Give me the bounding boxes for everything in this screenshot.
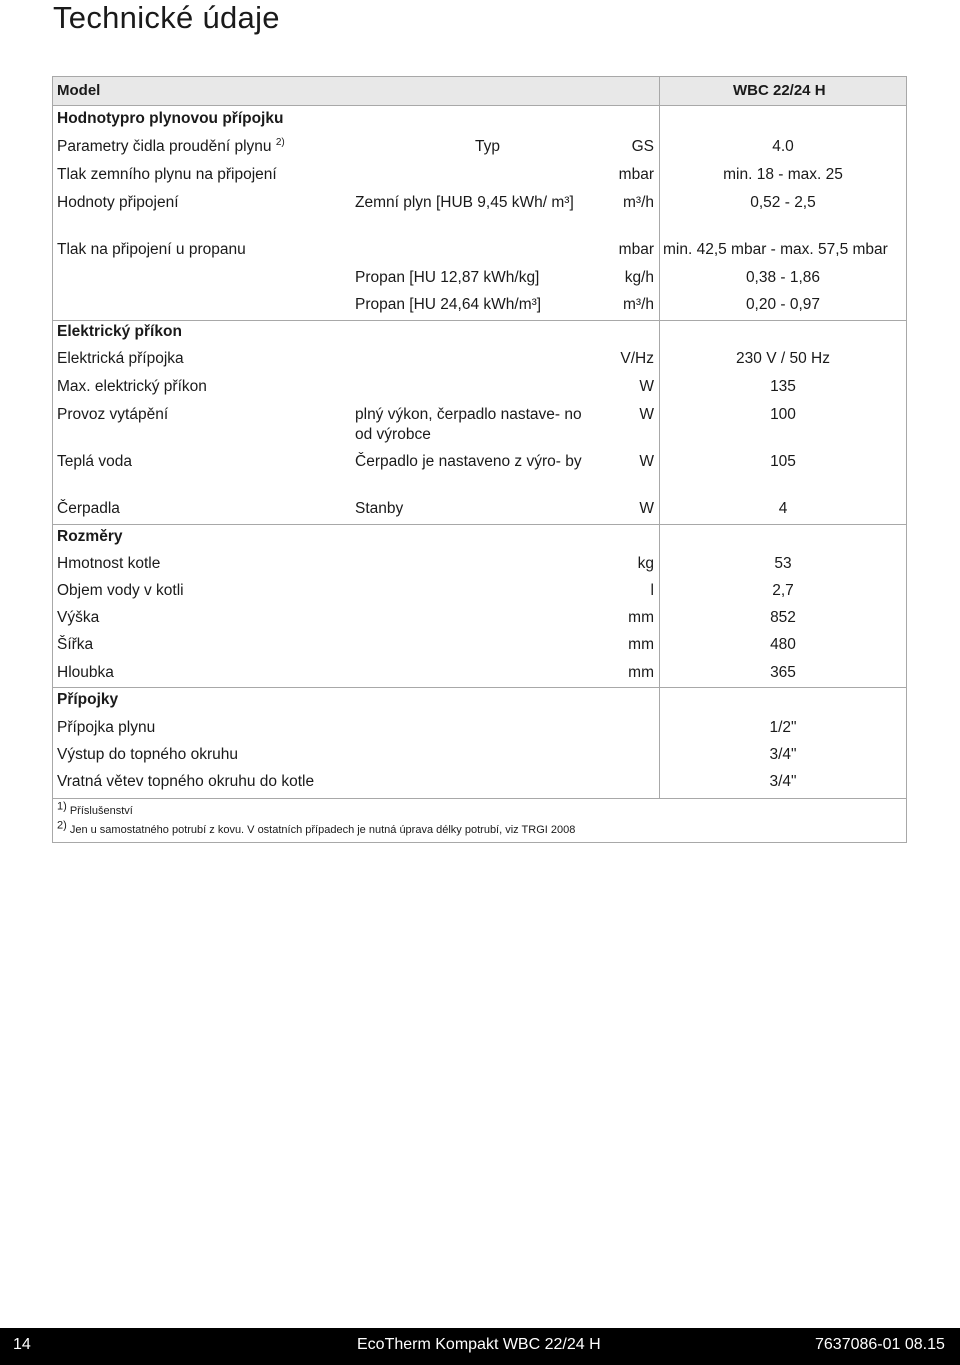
section-dimensions: Rozměry xyxy=(57,528,123,545)
footnote-number: 2) xyxy=(57,819,67,832)
footnote-2 xyxy=(57,819,576,837)
table-row-value: 230 V / 50 Hz xyxy=(736,350,830,367)
table-row-col2: plný výkon, čerpadlo nastave- no od výrobce xyxy=(355,406,582,443)
table-header xyxy=(53,77,906,106)
table-row-label xyxy=(57,137,285,157)
table-row-value: 100 xyxy=(770,406,796,423)
table-row-value: 4.0 xyxy=(772,138,794,155)
table-row-value: min. 42,5 mbar - max. 57,5 mbar xyxy=(663,241,888,258)
header-divider xyxy=(659,77,660,105)
table-row-label: Provoz vytápění xyxy=(57,406,169,423)
table-row-value: 3/4" xyxy=(769,773,797,790)
table-row-label: Čerpadla xyxy=(57,500,120,517)
footnote-ref: 2) xyxy=(275,136,285,148)
table-row-unit: W xyxy=(639,500,654,517)
table-row-label: Hmotnost kotle xyxy=(57,555,161,572)
header-model-value: WBC 22/24 H xyxy=(733,82,826,99)
table-row-label: Hodnoty připojení xyxy=(57,194,179,211)
row-divider xyxy=(53,524,906,525)
table-row-value: 0,38 - 1,86 xyxy=(745,269,821,286)
row-label-text: Parametry čidla proudění plynu xyxy=(57,138,272,155)
table-row-value: 53 xyxy=(774,555,792,572)
table-row-value: 135 xyxy=(770,378,796,395)
table-row-value: 0,20 - 0,97 xyxy=(745,296,821,313)
section-connections: Přípojky xyxy=(57,691,119,708)
header-model-label: Model xyxy=(57,82,101,99)
table-row-label: Objem vody v kotli xyxy=(57,582,184,599)
table-row-label: Vratná větev topného okruhu do kotle xyxy=(57,773,315,790)
table-row-unit: W xyxy=(639,378,654,395)
section-electric: Elektrický příkon xyxy=(57,323,182,340)
table-row-unit: GS xyxy=(631,138,654,155)
page-title: Technické údaje xyxy=(53,0,280,35)
table-row-col2: Propan [HU 12,87 kWh/kg] xyxy=(355,269,540,286)
row-divider xyxy=(53,320,906,321)
table-row-value: 365 xyxy=(770,664,796,681)
table-row-unit: W xyxy=(639,406,654,423)
table-row-value: 480 xyxy=(770,636,796,653)
table-row-col2: Zemní plyn [HUB 9,45 kWh/ m³] xyxy=(355,194,574,211)
table-row-label: Výstup do topného okruhu xyxy=(57,746,238,763)
row-divider xyxy=(53,687,906,688)
table-row-label: Tlak na připojení u propanu xyxy=(57,241,246,258)
table-row-label: Šířka xyxy=(57,636,94,653)
table-row-value: 1/2" xyxy=(769,719,797,736)
section-gas: Hodnotypro plynovou přípojku xyxy=(57,110,284,127)
table-row-label: Tlak zemního plynu na připojení xyxy=(57,166,277,183)
table-row-unit: mbar xyxy=(618,241,654,258)
table-row-value: 0,52 - 2,5 xyxy=(750,194,816,211)
table-row-label: Max. elektrický příkon xyxy=(57,378,207,395)
table-row-unit: mm xyxy=(628,636,654,653)
table-row-unit: mbar xyxy=(618,166,654,183)
page-number: 14 xyxy=(13,1336,31,1353)
footer-product-name: EcoTherm Kompakt WBC 22/24 H xyxy=(357,1336,601,1353)
table-row-value: 2,7 xyxy=(772,582,794,599)
table-row-label: Elektrická přípojka xyxy=(57,350,184,367)
table-row-label: Přípojka plynu xyxy=(57,719,156,736)
table-row-label: Teplá voda xyxy=(57,453,132,470)
table-row-unit: m³/h xyxy=(623,296,654,313)
table-row-value: 4 xyxy=(778,500,788,517)
table-row-value: min. 18 - max. 25 xyxy=(723,166,843,183)
table-row-col2: Stanby xyxy=(355,500,404,517)
footnote-number: 1) xyxy=(57,800,67,813)
table-row-unit: l xyxy=(650,582,654,599)
table-row-col2: Typ xyxy=(475,138,500,155)
page-footer xyxy=(0,1328,960,1365)
table-row-value: 105 xyxy=(770,453,796,470)
table-row-unit: W xyxy=(639,453,654,470)
footnote-text: Příslušenství xyxy=(69,805,133,817)
value-column-divider xyxy=(659,105,660,798)
table-row-unit: mm xyxy=(628,664,654,681)
table-row-value: 3/4" xyxy=(769,746,797,763)
table-row-unit: kg xyxy=(637,555,654,572)
table-row-value: 852 xyxy=(770,609,796,626)
table-row-unit: m³/h xyxy=(623,194,654,211)
footnote-text: Jen u samostatného potrubí z kovu. V ostatních případech je nutná úprava délky potrubí, viz TRGI 2008 xyxy=(69,824,576,836)
footer-doc-code: 7637086-01 08.15 xyxy=(815,1336,945,1353)
table-row-col2: Propan [HU 24,64 kWh/m³] xyxy=(355,296,542,313)
table-row-label: Hloubka xyxy=(57,664,114,681)
footnote-1 xyxy=(57,800,133,818)
technical-data-table xyxy=(52,76,907,843)
table-row-label: Výška xyxy=(57,609,100,626)
table-row-col2: Čerpadlo je nastaveno z výro- by xyxy=(355,453,582,470)
table-row-unit: V/Hz xyxy=(620,350,654,367)
row-divider xyxy=(53,798,906,799)
table-row-unit: kg/h xyxy=(624,269,654,286)
table-row-unit: mm xyxy=(628,609,654,626)
